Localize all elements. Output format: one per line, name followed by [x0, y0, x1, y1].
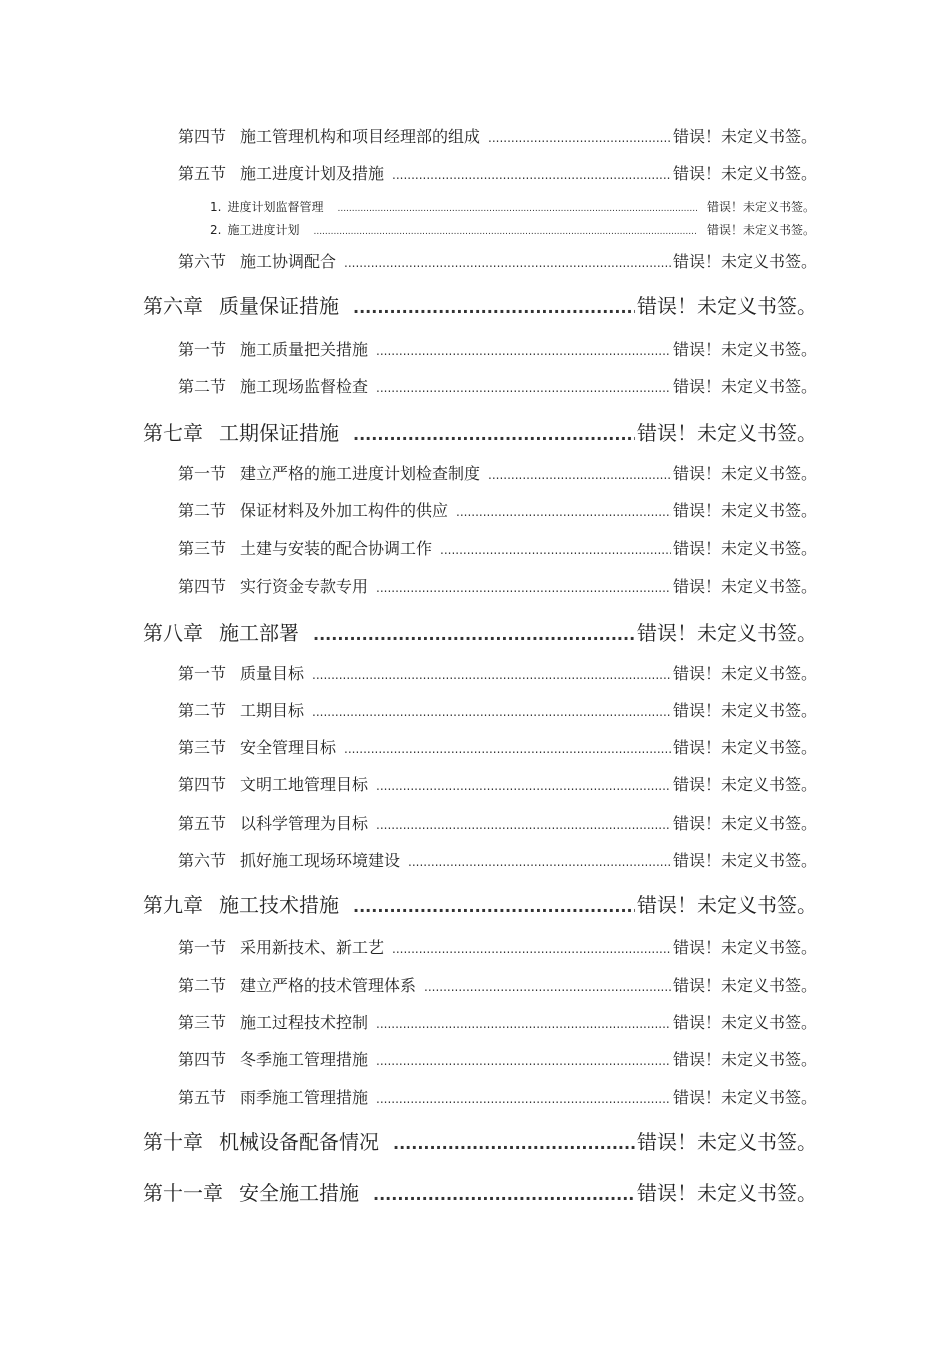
toc-entry-section[interactable]: [178, 661, 817, 684]
toc-entry-number: 第二节: [178, 377, 227, 396]
toc-leader-dots: [353, 425, 635, 444]
toc-entry-number: 第三节: [178, 539, 227, 558]
toc-entry-number: 第四节: [178, 577, 227, 596]
toc-leader-dots: [376, 344, 671, 358]
toc-entry-title: 建立严格的技术管理体系: [240, 976, 417, 995]
toc-entry-chapter[interactable]: [143, 617, 817, 646]
toc-entry-title: 机械设备配备情况: [219, 1130, 379, 1154]
toc-entry-number: 第三节: [178, 1013, 227, 1032]
toc-leader-dots: [353, 298, 635, 317]
toc-leader-dots: [392, 942, 671, 956]
toc-entry-number: 1.: [210, 200, 222, 214]
toc-entry-number: 第十章: [143, 1130, 203, 1154]
toc-leader-dots: [488, 468, 671, 482]
toc-leader-dots: [440, 543, 671, 557]
toc-leader-dots: [312, 668, 671, 682]
toc-leader-dots: [353, 897, 635, 916]
toc-entry-title: 施工进度计划及措施: [240, 164, 385, 183]
toc-entry-page-ref: 错误！未定义书签。: [672, 938, 817, 957]
toc-leader-dots: [376, 581, 671, 595]
toc-entry-title: 文明工地管理目标: [240, 775, 369, 794]
toc-entry-section[interactable]: [178, 935, 817, 958]
toc-entry-page-ref: 错误！未定义书签。: [672, 464, 817, 483]
toc-entry-section[interactable]: [178, 536, 817, 559]
toc-entry-chapter[interactable]: [143, 1126, 817, 1155]
toc-entry-page-ref: 错误！未定义书签。: [672, 127, 817, 146]
toc-entry-item[interactable]: [210, 221, 815, 238]
toc-entry-number: 2.: [210, 223, 222, 237]
toc-leader-dots: [392, 168, 671, 182]
toc-entry-page-ref: 错误！未定义书签。: [672, 1013, 817, 1032]
toc-entry-page-ref: 错误！未定义书签。: [672, 814, 817, 833]
toc-entry-number: 第九章: [143, 893, 203, 917]
toc-entry-number: 第三节: [178, 738, 227, 757]
toc-entry-title: 保证材料及外加工构件的供应: [240, 501, 449, 520]
toc-entry-number: 第一节: [178, 464, 227, 483]
toc-entry-section[interactable]: [178, 1010, 817, 1033]
toc-leader-dots: [337, 204, 697, 214]
toc-entry-page-ref: 错误！未定义书签。: [706, 223, 815, 237]
toc-entry-title: 雨季施工管理措施: [240, 1088, 369, 1107]
toc-entry-title: 施工进度计划: [227, 223, 300, 237]
toc-leader-dots: [313, 625, 635, 644]
toc-entry-number: 第五节: [178, 1088, 227, 1107]
toc-leader-dots: [313, 227, 697, 237]
toc-entry-number: 第六章: [143, 294, 203, 318]
toc-entry-title: 建立严格的施工进度计划检查制度: [240, 464, 481, 483]
toc-entry-page-ref: 错误！未定义书签。: [672, 851, 817, 870]
toc-leader-dots: [373, 1185, 635, 1204]
toc-leader-dots: [344, 742, 671, 756]
toc-leader-dots: [456, 505, 671, 519]
toc-entry-page-ref: 错误！未定义书签。: [672, 976, 817, 995]
toc-leader-dots: [312, 705, 671, 719]
toc-entry-title: 安全施工措施: [239, 1181, 359, 1205]
toc-leader-dots: [376, 818, 671, 832]
toc-entry-page-ref: 错误！未定义书签。: [672, 501, 817, 520]
toc-entry-page-ref: 错误！未定义书签。: [672, 577, 817, 596]
toc-entry-number: 第四节: [178, 775, 227, 794]
toc-entry-page-ref: 错误！未定义书签。: [637, 294, 817, 318]
toc-entry-section[interactable]: [178, 811, 817, 834]
toc-entry-section[interactable]: [178, 698, 817, 721]
toc-leader-dots: [393, 1134, 635, 1153]
toc-entry-section[interactable]: [178, 374, 817, 397]
toc-entry-number: 第二节: [178, 701, 227, 720]
toc-entry-page-ref: 错误！未定义书签。: [637, 1130, 817, 1154]
toc-entry-chapter[interactable]: [143, 417, 817, 446]
toc-entry-number: 第十一章: [143, 1181, 223, 1205]
toc-entry-page-ref: 错误！未定义书签。: [672, 1050, 817, 1069]
toc-leader-dots: [376, 1017, 671, 1031]
toc-entry-page-ref: 错误！未定义书签。: [672, 164, 817, 183]
toc-entry-page-ref: 错误！未定义书签。: [637, 621, 817, 645]
toc-entry-section[interactable]: [178, 848, 817, 871]
toc-entry-section[interactable]: [178, 161, 817, 184]
toc-entry-title: 安全管理目标: [240, 738, 337, 757]
toc-entry-title: 实行资金专款专用: [240, 577, 369, 596]
toc-entry-title: 抓好施工现场环境建设: [240, 851, 401, 870]
toc-leader-dots: [488, 131, 671, 145]
toc-entry-title: 质量目标: [240, 664, 305, 683]
toc-entry-number: 第六节: [178, 851, 227, 870]
toc-entry-number: 第五节: [178, 814, 227, 833]
toc-entry-chapter[interactable]: [143, 290, 817, 319]
toc-entry-section[interactable]: [178, 1085, 817, 1108]
toc-leader-dots: [376, 1054, 671, 1068]
toc-entry-section[interactable]: [178, 973, 817, 996]
toc-entry-page-ref: 错误！未定义书签。: [672, 377, 817, 396]
toc-entry-section[interactable]: [178, 249, 817, 272]
toc-entry-page-ref: 错误！未定义书签。: [637, 1181, 817, 1205]
toc-entry-title: 质量保证措施: [219, 294, 339, 318]
toc-entry-chapter[interactable]: [143, 1177, 817, 1206]
toc-entry-item[interactable]: [210, 198, 815, 215]
toc-entry-title: 进度计划监督管理: [227, 200, 324, 214]
toc-entry-section[interactable]: [178, 1047, 817, 1070]
toc-entry-title: 施工部署: [219, 621, 299, 645]
toc-entry-number: 第一节: [178, 938, 227, 957]
toc-entry-section[interactable]: [178, 124, 817, 147]
toc-leader-dots: [376, 1092, 671, 1106]
toc-entry-section[interactable]: [178, 337, 817, 360]
toc-entry-number: 第六节: [178, 252, 227, 271]
toc-entry-section[interactable]: [178, 461, 817, 484]
toc-entry-page-ref: 错误！未定义书签。: [672, 539, 817, 558]
toc-entry-number: 第五节: [178, 164, 227, 183]
toc-entry-page-ref: 错误！未定义书签。: [706, 200, 815, 214]
toc-entry-page-ref: 错误！未定义书签。: [637, 421, 817, 445]
toc-entry-page-ref: 错误！未定义书签。: [672, 1088, 817, 1107]
toc-entry-title: 施工管理机构和项目经理部的组成: [240, 127, 481, 146]
toc-entry-number: 第八章: [143, 621, 203, 645]
toc-entry-title: 施工技术措施: [219, 893, 339, 917]
toc-entry-number: 第一节: [178, 340, 227, 359]
toc-entry-title: 工期保证措施: [219, 421, 339, 445]
toc-entry-title: 工期目标: [240, 701, 305, 720]
toc-entry-number: 第二节: [178, 501, 227, 520]
toc-leader-dots: [424, 980, 671, 994]
toc-entry-chapter[interactable]: [143, 889, 817, 918]
toc-leader-dots: [376, 381, 671, 395]
toc-entry-page-ref: 错误！未定义书签。: [637, 893, 817, 917]
toc-entry-title: 施工协调配合: [240, 252, 337, 271]
toc-entry-title: 施工过程技术控制: [240, 1013, 369, 1032]
toc-entry-title: 以科学管理为目标: [240, 814, 369, 833]
toc-leader-dots: [408, 855, 671, 869]
toc-entry-title: 冬季施工管理措施: [240, 1050, 369, 1069]
toc-entry-page-ref: 错误！未定义书签。: [672, 701, 817, 720]
toc-entry-title: 土建与安装的配合协调工作: [240, 539, 433, 558]
toc-entry-title: 采用新技术、新工艺: [240, 938, 385, 957]
toc-entry-title: 施工现场监督检查: [240, 377, 369, 396]
toc-entry-number: 第七章: [143, 421, 203, 445]
toc-entry-number: 第四节: [178, 1050, 227, 1069]
toc-leader-dots: [344, 256, 671, 270]
toc-entry-section[interactable]: [178, 498, 817, 521]
toc-entry-page-ref: 错误！未定义书签。: [672, 252, 817, 271]
toc-entry-number: 第四节: [178, 127, 227, 146]
toc-entry-page-ref: 错误！未定义书签。: [672, 775, 817, 794]
toc-entry-section[interactable]: [178, 772, 817, 795]
toc-entry-page-ref: 错误！未定义书签。: [672, 664, 817, 683]
toc-leader-dots: [376, 779, 671, 793]
toc-entry-page-ref: 错误！未定义书签。: [672, 340, 817, 359]
toc-entry-page-ref: 错误！未定义书签。: [672, 738, 817, 757]
toc-entry-number: 第一节: [178, 664, 227, 683]
toc-entry-section[interactable]: [178, 574, 817, 597]
toc-entry-title: 施工质量把关措施: [240, 340, 369, 359]
toc-entry-section[interactable]: [178, 735, 817, 758]
toc-entry-number: 第二节: [178, 976, 227, 995]
